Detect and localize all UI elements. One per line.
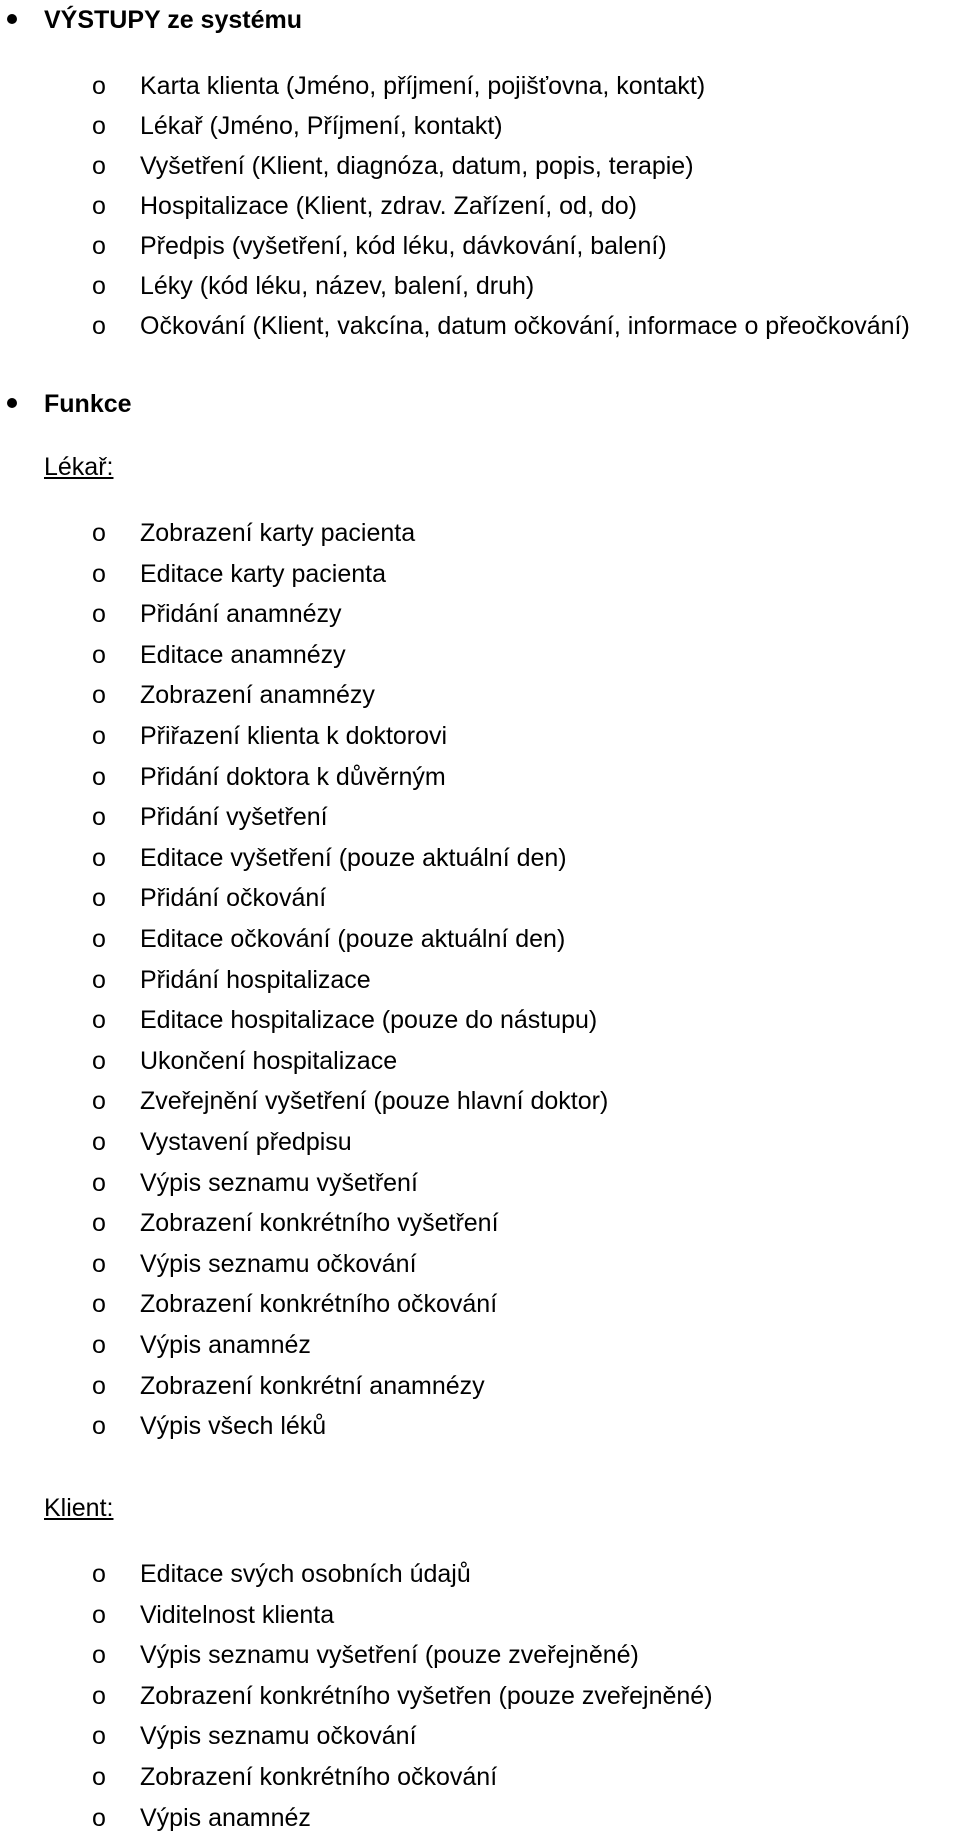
list-marker-icon: o: [92, 272, 106, 300]
list-item-text: Výpis seznamu vyšetření (pouze zveřejněné): [140, 1641, 639, 1670]
list-marker-icon: o: [92, 1046, 106, 1075]
list-marker-icon: o: [92, 803, 106, 832]
list-marker-icon: o: [92, 1412, 106, 1441]
list-item-text: Editace anamnézy: [140, 640, 346, 669]
list-item-text: Zobrazení karty pacienta: [140, 519, 416, 547]
list-marker-icon: o: [92, 1722, 106, 1751]
list-marker-icon: o: [92, 559, 106, 588]
list-item-text: Výpis seznamu vyšetření: [140, 1168, 418, 1197]
list-marker-icon: o: [92, 1371, 106, 1400]
list-item-text: Výpis všech léků: [140, 1412, 327, 1441]
list-marker-icon: o: [92, 1290, 106, 1319]
list-marker-icon: o: [92, 843, 106, 872]
bullet-icon: [7, 14, 17, 24]
list-item-text: Viditelnost klienta: [140, 1600, 335, 1629]
list-item-text: Editace karty pacienta: [140, 559, 386, 588]
list-marker-icon: o: [92, 519, 106, 547]
list-item-text: Zobrazení konkrétní anamnézy: [140, 1371, 485, 1400]
list-marker-icon: o: [92, 884, 106, 913]
list-item-text: Hospitalizace (Klient, zdrav. Zařízení, od, do): [140, 192, 637, 220]
list-item-text: Přiřazení klienta k doktorovi: [140, 722, 448, 750]
outputs-heading: VÝSTUPY ze systému: [44, 6, 302, 34]
list-marker-icon: o: [92, 1763, 106, 1791]
list-item-text: Ukončení hospitalizace: [140, 1046, 398, 1075]
list-item-text: Zobrazení konkrétního očkování: [140, 1763, 498, 1791]
list-marker-icon: o: [92, 762, 106, 791]
list-marker-icon: o: [92, 1209, 106, 1238]
list-marker-icon: o: [92, 192, 106, 220]
list-item-text: Zobrazení konkrétního očkování: [140, 1290, 498, 1319]
list-marker-icon: o: [92, 1168, 106, 1197]
list-marker-icon: o: [92, 1331, 106, 1359]
list-item-text: Předpis (vyšetření, kód léku, dávkování, balení): [140, 232, 667, 260]
list-item-text: Přidání vyšetření: [140, 803, 328, 832]
list-marker-icon: o: [92, 1128, 106, 1156]
list-marker-icon: o: [92, 232, 106, 260]
list-marker-icon: o: [92, 1803, 106, 1832]
list-marker-icon: o: [92, 600, 106, 629]
list-marker-icon: o: [92, 1006, 106, 1035]
list-item-text: Zobrazení anamnézy: [140, 681, 375, 710]
doctor-label: Lékař:: [44, 453, 114, 481]
list-marker-icon: o: [92, 1087, 106, 1116]
list-marker-icon: o: [92, 965, 106, 994]
list-item-text: Léky (kód léku, název, balení, druh): [140, 272, 535, 300]
list-item-text: Editace očkování (pouze aktuální den): [140, 925, 566, 953]
list-marker-icon: o: [92, 312, 106, 340]
list-item-text: Zveřejnění vyšetření (pouze hlavní doktor): [140, 1087, 609, 1116]
list-item-text: Karta klienta (Jméno, příjmení, pojišťovna, kontakt): [140, 72, 706, 100]
client-label: Klient:: [44, 1494, 114, 1522]
list-item-text: Editace vyšetření (pouze aktuální den): [140, 843, 567, 872]
list-marker-icon: o: [92, 681, 106, 710]
list-item-text: Lékař (Jméno, Příjmení, kontakt): [140, 112, 503, 140]
list-item-text: Zobrazení konkrétního vyšetření: [140, 1209, 499, 1238]
list-marker-icon: o: [92, 112, 106, 140]
list-item-text: Přidání doktora k důvěrným: [140, 762, 446, 791]
list-marker-icon: o: [92, 640, 106, 669]
list-item-text: Vystavení předpisu: [140, 1128, 352, 1156]
list-marker-icon: o: [92, 1641, 106, 1670]
list-marker-icon: o: [92, 925, 106, 953]
list-item-text: Přidání hospitalizace: [140, 965, 371, 994]
list-item-text: Výpis anamnéz: [140, 1331, 311, 1359]
list-item-text: Editace svých osobních údajů: [140, 1560, 471, 1588]
functions-heading: Funkce: [44, 390, 132, 418]
list-item-text: Vyšetření (Klient, diagnóza, datum, popis, terapie): [140, 152, 694, 180]
list-marker-icon: o: [92, 72, 106, 100]
list-marker-icon: o: [92, 1249, 106, 1278]
list-marker-icon: o: [92, 1681, 106, 1710]
list-item-text: Výpis seznamu očkování: [140, 1249, 417, 1278]
list-item-text: Editace hospitalizace (pouze do nástupu): [140, 1006, 598, 1035]
list-item-text: Zobrazení konkrétního vyšetřen (pouze zveřejněné): [140, 1681, 713, 1710]
list-item-text: Očkování (Klient, vakcína, datum očkování, informace o přeočkování): [140, 312, 910, 340]
list-marker-icon: o: [92, 152, 106, 180]
list-marker-icon: o: [92, 1600, 106, 1629]
list-item-text: Výpis seznamu očkování: [140, 1722, 417, 1751]
list-item-text: Přidání očkování: [140, 884, 327, 913]
list-marker-icon: o: [92, 722, 106, 750]
list-marker-icon: o: [92, 1560, 106, 1588]
list-item-text: Přidání anamnézy: [140, 600, 342, 629]
list-item-text: Výpis anamnéz: [140, 1803, 311, 1832]
bullet-icon: [7, 398, 17, 408]
